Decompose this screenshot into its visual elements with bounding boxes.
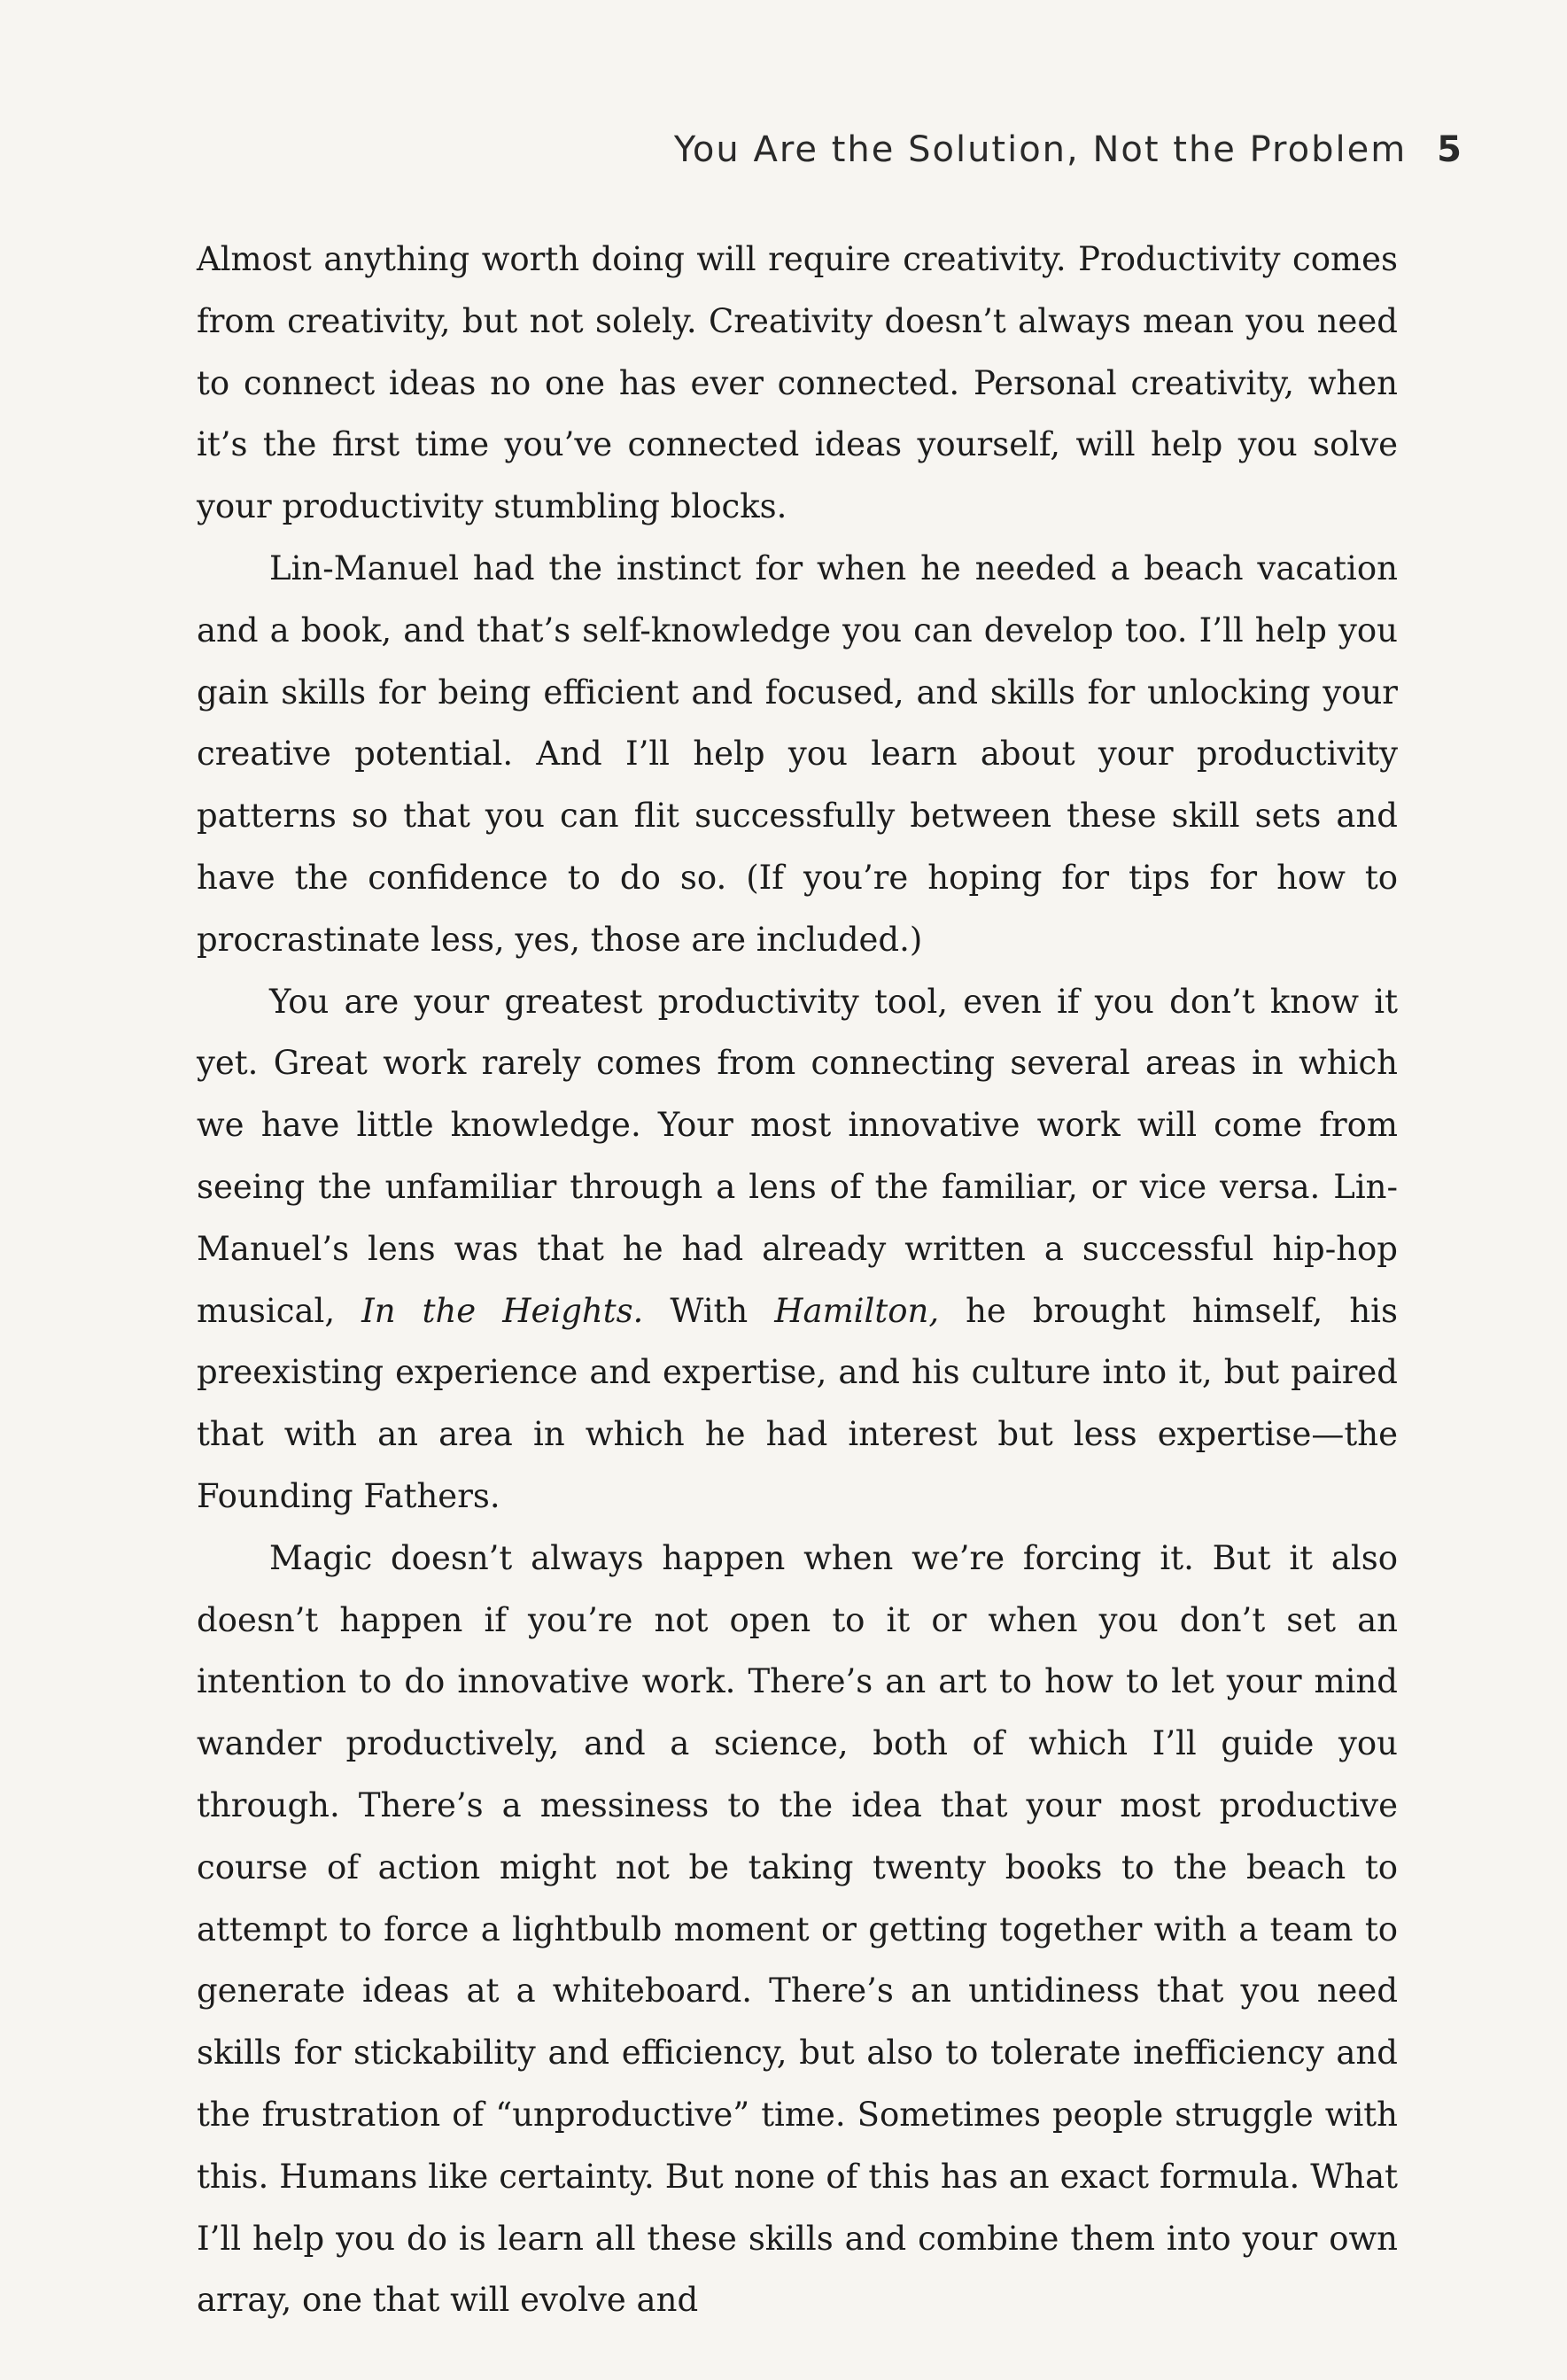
paragraph-3-part-1: You are your greatest productivity tool, even if you don’t know it yet. Great work rarely comes from connecting several areas in which we have little knowledge. Your most innovative work will come from seeing the unfamiliar through a lens of the familiar, or vice versa. Lin-Manuel’s lens was that he had already written a successful hip-hop musical, (197, 982, 1398, 1330)
paragraph-1: Almost anything worth doing will require creativity. Productivity comes from creativity, but not solely. Creativity doesn’t always mean you need to connect ideas no one has ever connected. Personal creativity, when it’s the first time you’ve connected ideas yourself, will help you solve your productivity stumbling blocks. (197, 240, 1398, 526)
running-head-title: You Are the Solution, Not the Problem (673, 129, 1408, 170)
paragraph-3-part-3: he brought himself, his preexisting experience and expertise, and his culture into it, but paired that with an area in which he had interest but less expertise—the Founding Fathers. (197, 1291, 1398, 1515)
body-text (197, 229, 1398, 2331)
page-number: 5 (1437, 129, 1462, 170)
paragraph-2: Lin-Manuel had the instinct for when he needed a beach vacation and a book, and that’s self-knowledge you can develop too. I’ll help you gain skills for being efficient and focused, and skills for unlocking your creative potential. And I’ll help you learn about your productivity patterns so that you can flit successfully between these skill sets and have the confidence to do so. (If you’re hoping for tips for how to procrastinate less, yes, those are included.) (197, 548, 1398, 959)
book-title-in-the-heights: In the Heights. (361, 1291, 644, 1330)
paragraph-3-part-2: With (643, 1291, 775, 1330)
running-head (195, 129, 1462, 170)
book-title-hamilton: Hamilton, (774, 1291, 940, 1330)
paragraph-4: Magic doesn’t always happen when we’re forcing it. But it also doesn’t happen if you’re not open to it or when you don’t set an intention to do innovative work. There’s an art to how to let your mind wander productively, and a science, both of which I’ll guide you through. There’s a messiness to the idea that your most productive course of action might not be taking twenty books to the beach to attempt to force a lightbulb moment or getting together with a team to generate ideas at a whiteboard. There’s an untidiness that you need skills for stickability and efficiency, but also to tolerate inefficiency and the frustration of “unproductive” time. Sometimes people struggle with this. Humans like certainty. But none of this has an exact formula. What I’ll help you do is learn all these skills and combine them into your own array, one that will evolve and (197, 1538, 1398, 2320)
paragraph-3 (197, 971, 1398, 1528)
